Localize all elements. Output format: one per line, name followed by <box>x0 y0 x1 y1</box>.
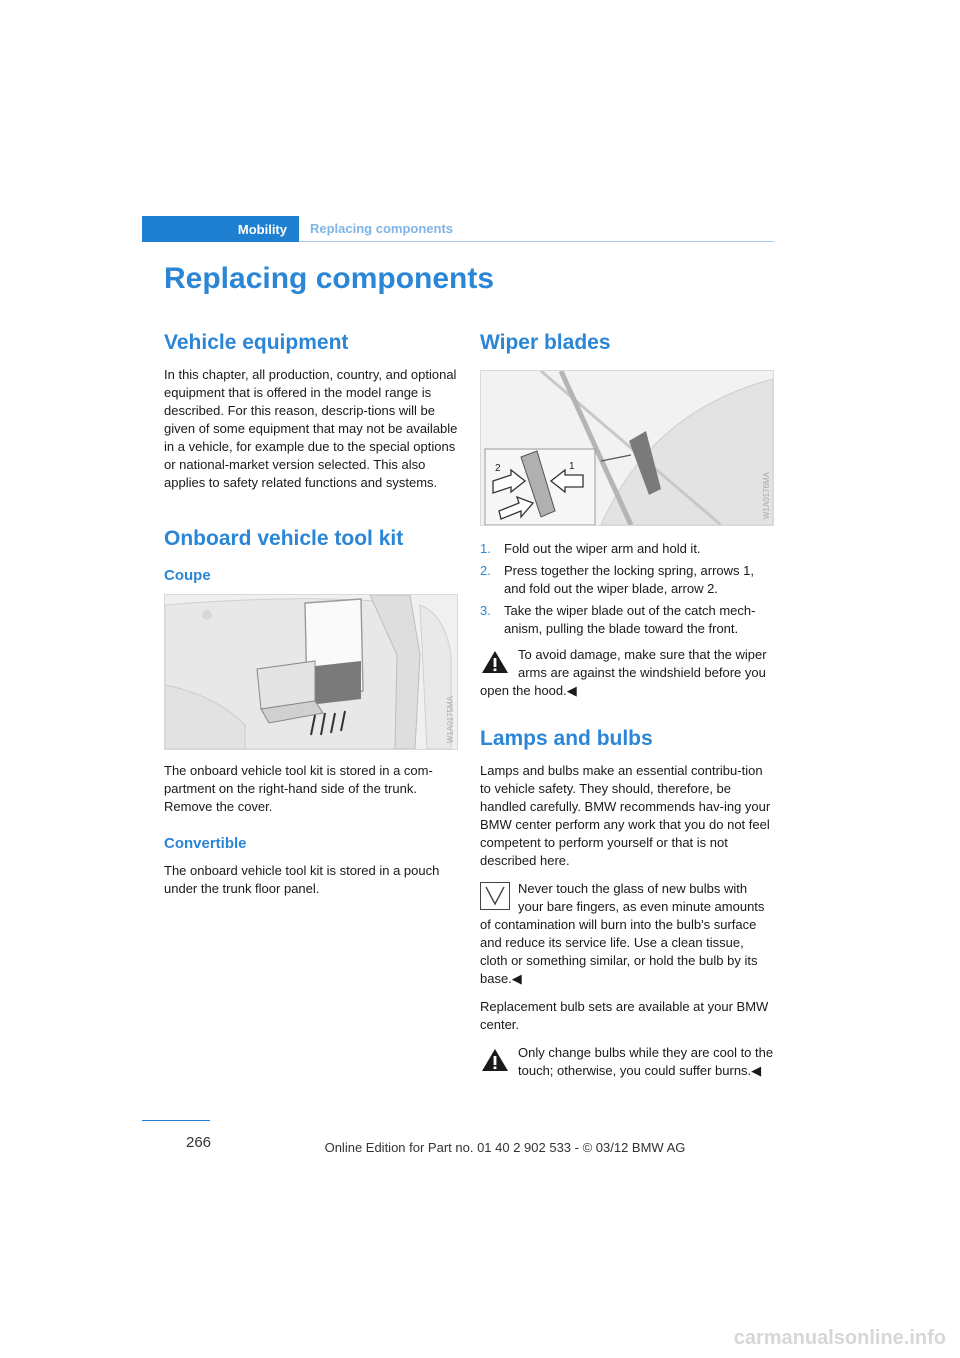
breadcrumb[interactable]: Replacing components <box>310 221 454 236</box>
trunk-compartment-drawing <box>165 595 457 749</box>
warning-icon <box>480 648 510 676</box>
figure-id: W1A0176MA <box>762 471 771 519</box>
coupe-heading: Coupe <box>164 567 211 584</box>
chapter-tab[interactable]: Mobility <box>142 216 299 242</box>
left-column <box>164 330 458 908</box>
lamps-intro: Lamps and bulbs make an essential contribu-tion to vehicle safety. They should, therefore, be handled carefully. BMW recommends hav-ing your BMW center perform any work that you do not feel competent to perform yourself or that is not described here. <box>480 763 771 868</box>
page-title: Replacing components <box>164 262 495 295</box>
page-number-divider <box>142 1120 210 1121</box>
page-header <box>142 216 774 242</box>
list-item: 3. Take the wiper blade out of the catch mech-anism, pulling the blade toward the front. <box>480 603 756 636</box>
wiper-drawing <box>481 371 773 525</box>
tool-kit-heading: Onboard vehicle tool kit <box>164 527 404 550</box>
footer-edition: Online Edition for Part no. 01 40 2 902 533 - © 03/12 BMW AG <box>324 1140 686 1155</box>
vehicle-equipment-text: In this chapter, all production, country, and optional equipment that is offered in the model range is described. For this reason, descrip-tions will be given of some equipment that may not be available in a vehicle, for example due to the special options or national-market version selected. This also applies to safety related functions and systems. <box>164 367 458 490</box>
page-number: 266 <box>186 1134 212 1151</box>
list-item: 2. Press together the locking spring, arrows 1, and fold out the wiper blade, arrow 2. <box>480 563 755 596</box>
list-item: 1. Fold out the wiper arm and hold it. <box>480 541 701 556</box>
figure-id: W1A0175MA <box>446 695 455 743</box>
lamps-heading: Lamps and bulbs <box>480 727 653 750</box>
wiper-steps <box>480 540 774 638</box>
note-icon <box>480 882 510 910</box>
warning-icon <box>480 1046 510 1074</box>
header-divider <box>299 241 774 242</box>
svg-text:2: 2 <box>495 463 501 474</box>
convertible-heading: Convertible <box>164 835 247 852</box>
convertible-text: The onboard vehicle tool kit is stored in a pouch under the trunk floor panel. <box>164 863 440 896</box>
svg-text:1: 1 <box>569 461 575 472</box>
right-column <box>480 330 774 1090</box>
replacement-text: Replacement bulb sets are available at your BMW center. <box>480 999 769 1032</box>
watermark: carmanualsonline.info <box>733 1327 946 1349</box>
wiper-blade-illustration <box>480 370 774 526</box>
wiper-warning: To avoid damage, make sure that the wiper arms are against the windshield before you open the hood.◀ <box>480 647 767 698</box>
coupe-trunk-illustration <box>164 594 458 750</box>
bulb-handling-note: Never touch the glass of new bulbs with your bare fingers, as even minute amounts of contamination will burn into the bulb's surface and reduce its service life. Use a clean tissue, cloth or something similar, or hold the bulb by its base.◀ <box>480 881 765 986</box>
burn-warning: Only change bulbs while they are cool to the touch; otherwise, you could suffer burns.◀ <box>480 1044 774 1080</box>
wiper-blades-heading: Wiper blades <box>480 331 611 354</box>
coupe-text: The onboard vehicle tool kit is stored in a com-partment on the right-hand side of the trunk. Remove the cover. <box>164 763 433 814</box>
vehicle-equipment-heading: Vehicle equipment <box>164 331 349 354</box>
